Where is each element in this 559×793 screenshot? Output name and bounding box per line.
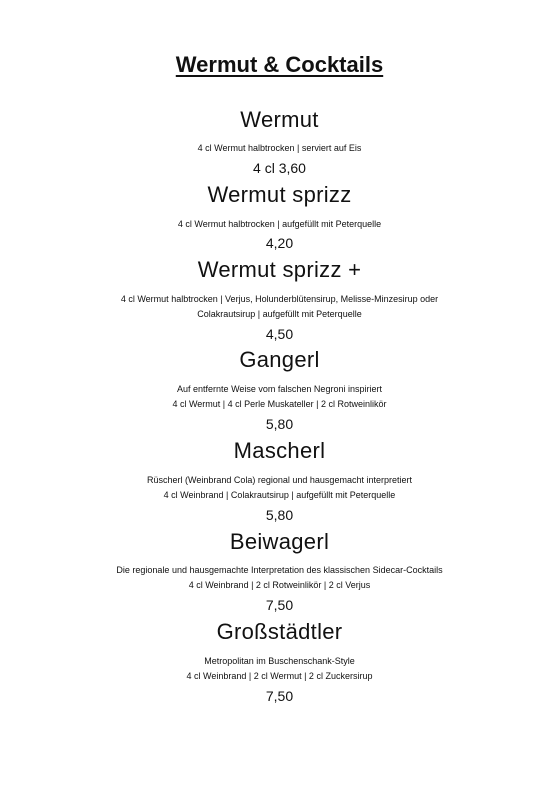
drink-price-wermut: 4 cl 3,60 bbox=[253, 160, 306, 176]
description-line: 4 cl Weinbrand | 2 cl Rotweinlikör | 2 cl Verjus bbox=[188, 580, 371, 590]
drink-price-mascherl: 5,80 bbox=[265, 507, 294, 523]
drink-name-beiwagerl: Beiwagerl bbox=[229, 529, 330, 554]
description-line: Metropolitan im Buschenschank-Style bbox=[204, 656, 355, 666]
drink-name-wermut-sprizz: Wermut sprizz bbox=[207, 182, 352, 207]
description-line: 4 cl Wermut | 4 cl Perle Muskateller | 2 cl Rotweinlikör bbox=[172, 399, 387, 409]
drink-price-wermut-sprizz-plus: 4,50 bbox=[265, 326, 294, 342]
description-line: Die regionale und hausgemachte Interpretation des klassischen Sidecar-Cocktails bbox=[116, 565, 443, 575]
drink-price-grossstaedtler: 7,50 bbox=[265, 688, 294, 704]
drink-description-beiwagerl bbox=[0, 563, 559, 593]
description-line: 4 cl Weinbrand | Colakrautsirup | aufgefüllt mit Peterquelle bbox=[163, 490, 396, 500]
description-line: 4 cl Wermut halbtrocken | serviert auf Eis bbox=[197, 143, 362, 153]
description-line: Colakrautsirup | aufgefüllt mit Peterquelle bbox=[197, 309, 362, 319]
description-line: 4 cl Wermut halbtrocken | Verjus, Holunderblütensirup, Melisse-Minzesirup oder bbox=[120, 294, 439, 304]
drink-description-mascherl bbox=[0, 473, 559, 503]
drink-name-grossstaedtler: Großstädtler bbox=[216, 619, 343, 644]
drink-price-beiwagerl: 7,50 bbox=[265, 597, 294, 613]
description-line: 4 cl Weinbrand | 2 cl Wermut | 2 cl Zuckersirup bbox=[186, 671, 373, 681]
drink-price-wermut-sprizz: 4,20 bbox=[265, 235, 294, 251]
drink-name-gangerl: Gangerl bbox=[239, 347, 320, 372]
drink-name-wermut: Wermut bbox=[240, 107, 319, 132]
description-line: 4 cl Wermut halbtrocken | aufgefüllt mit Peterquelle bbox=[177, 219, 382, 229]
description-line: Rüscherl (Weinbrand Cola) regional und hausgemacht interpretiert bbox=[147, 475, 412, 485]
drink-description-gangerl bbox=[0, 382, 559, 412]
drink-description-wermut bbox=[0, 141, 559, 156]
drink-description-grossstaedtler bbox=[0, 654, 559, 684]
page-title: Wermut & Cocktails bbox=[175, 52, 384, 77]
drink-name-mascherl: Mascherl bbox=[233, 438, 326, 463]
drink-description-wermut-sprizz bbox=[0, 217, 559, 232]
drink-description-wermut-sprizz-plus bbox=[0, 292, 559, 322]
description-line: Auf entfernte Weise vom falschen Negroni inspiriert bbox=[177, 384, 382, 394]
drink-name-wermut-sprizz-plus: Wermut sprizz + bbox=[197, 257, 362, 282]
drink-price-gangerl: 5,80 bbox=[265, 416, 294, 432]
